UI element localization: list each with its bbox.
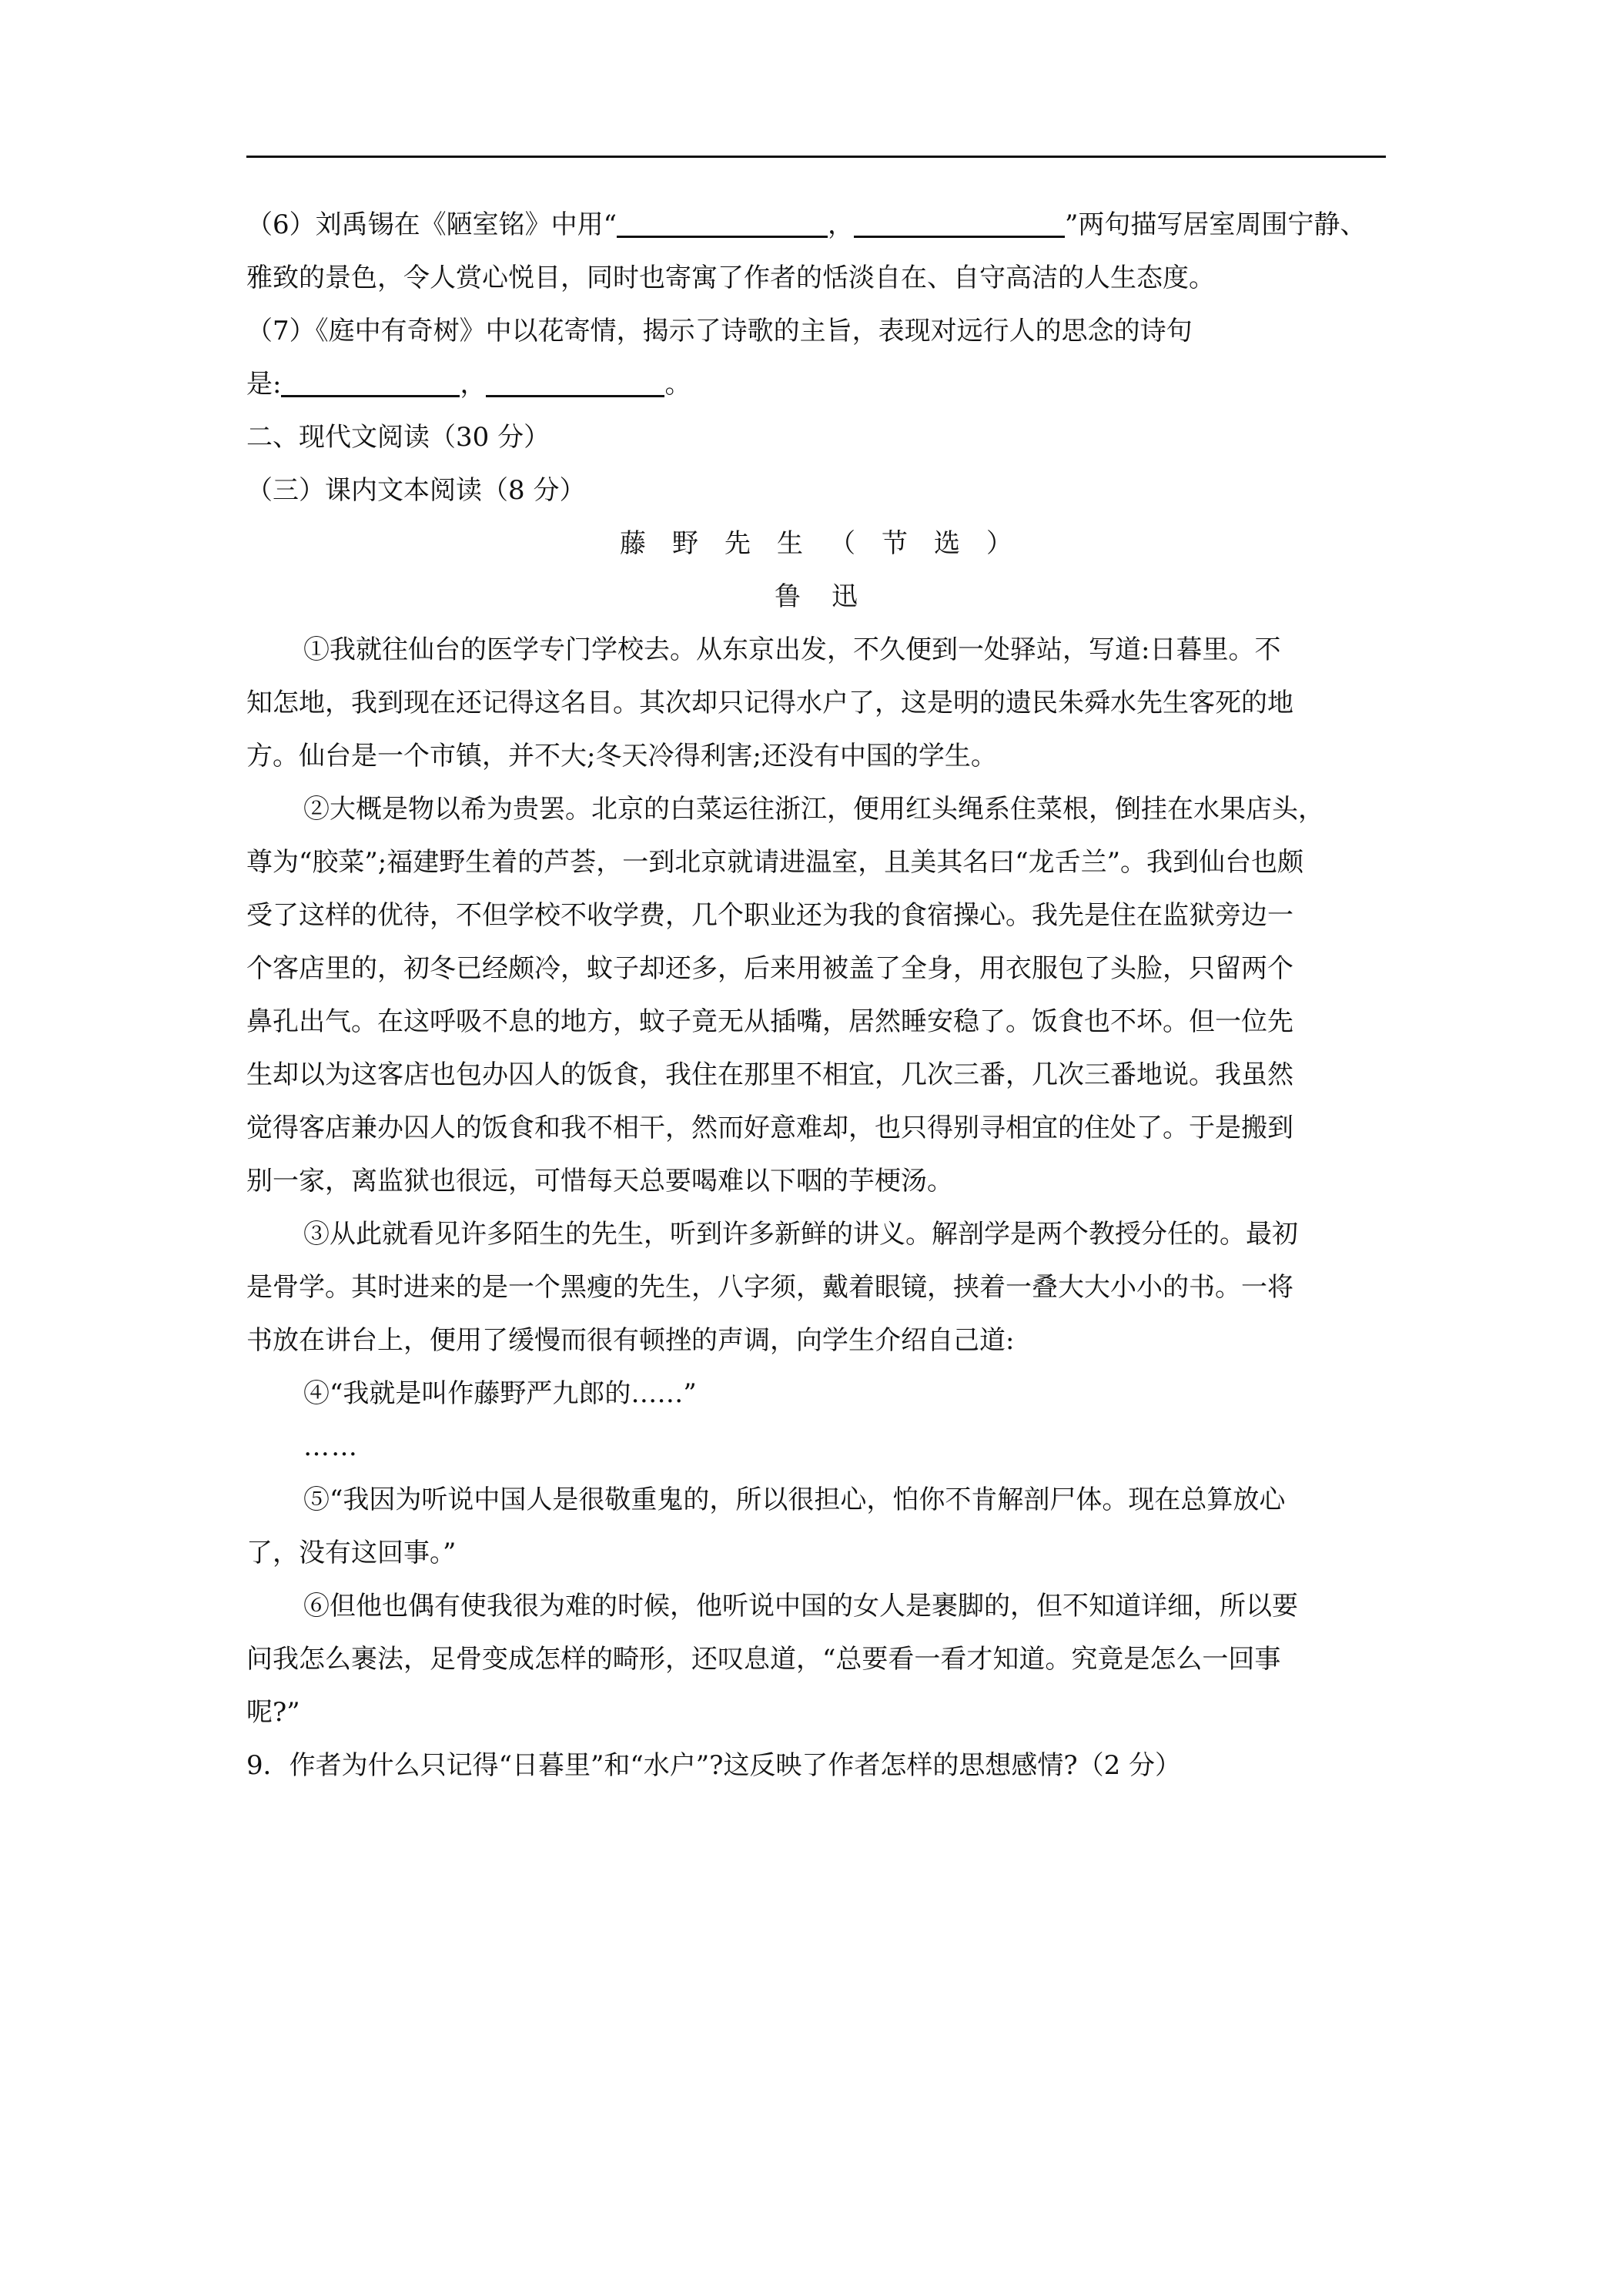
paragraph-5-line: ⑤“我因为听说中国人是很敬重鬼的，所以很担心，怕你不肯解剖尸体。现在总算放心 bbox=[303, 1484, 1286, 1515]
paragraph-1-line: ①我就往仙台的医学专门学校去。从东京出发，不久便到一处驿站，写道:日暮里。不 bbox=[303, 634, 1281, 665]
question-6-suffix: ”两句描写居室周围宁静、 bbox=[1065, 209, 1367, 240]
question-7-prefix: 是: bbox=[246, 369, 282, 400]
answer-blank-7a[interactable] bbox=[281, 364, 460, 397]
question-7-line-1: （7）《庭中有奇树》中以花寄情，揭示了诗歌的主旨，表现对远行人的思念的诗句 bbox=[246, 316, 1193, 346]
paragraph-2-line: 个客店里的，初冬已经颇冷，蚊子却还多，后来用被盖了全身，用衣服包了头脸，只留两个 bbox=[246, 953, 1293, 984]
paragraph-2-line: 鼻孔出气。在这呼吸不息的地方，蚊子竟无从插嘴，居然睡安稳了。饭食也不坏。但一位先 bbox=[246, 1006, 1293, 1037]
paragraph-1-line: 方。仙台是一个市镇，并不大;冬天冷得利害;还没有中国的学生。 bbox=[246, 741, 997, 771]
paragraph-6-line: 呢?” bbox=[246, 1697, 300, 1728]
paragraph-2-line: 别一家，离监狱也很远，可惜每天总要喝难以下咽的芋梗汤。 bbox=[246, 1166, 953, 1197]
question-6-separator: ， bbox=[828, 209, 855, 240]
paragraph-4: ④“我就是叫作藤野严九郎的……” bbox=[303, 1378, 697, 1409]
omission-ellipsis: …… bbox=[303, 1431, 359, 1462]
paragraph-2-line: ②大概是物以希为贵罢。北京的白菜运往浙江，便用红头绳系住菜根，倒挂在水果店头， bbox=[303, 794, 1324, 825]
question-6-prefix: （6）刘禹锡在《陋室铭》中用“ bbox=[246, 209, 617, 240]
section-2-heading: 二、现代文阅读（30 分） bbox=[246, 422, 550, 453]
answer-blank-6b[interactable] bbox=[854, 205, 1065, 238]
paragraph-5-line: 了，没有这回事。” bbox=[246, 1538, 457, 1568]
paragraph-3-line: ③从此就看见许多陌生的先生，听到许多新鲜的讲义。解剖学是两个教授分任的。最初 bbox=[303, 1219, 1298, 1250]
question-7-suffix: 。 bbox=[664, 369, 691, 400]
answer-blank-6a[interactable] bbox=[617, 205, 828, 238]
article-author: 鲁迅 bbox=[775, 581, 888, 612]
question-6-line-1 bbox=[246, 199, 1386, 252]
answer-blank-7b[interactable] bbox=[486, 364, 664, 397]
page-content bbox=[246, 199, 1386, 1792]
question-7-line-2 bbox=[246, 358, 1386, 411]
paragraph-2-line: 觉得客店兼办囚人的饭食和我不相干，然而好意难却，也只得别寻相宜的住处了。于是搬到 bbox=[246, 1113, 1293, 1143]
paragraph-2-line: 尊为“胶菜”;福建野生着的芦荟，一到北京就请进温室，且美其名曰“龙舌兰”。我到仙台也颇 bbox=[246, 847, 1303, 878]
paragraph-6-line: 问我怎么裹法，足骨变成怎样的畸形，还叹息道，“总要看一看才知道。究竟是怎么一回事 bbox=[246, 1644, 1281, 1675]
question-9: 9．作者为什么只记得“日暮里”和“水户”?这反映了作者怎样的思想感情?（2 分） bbox=[246, 1750, 1182, 1781]
header-rule bbox=[246, 156, 1386, 158]
paragraph-3-line: 书放在讲台上，便用了缓慢而很有顿挫的声调，向学生介绍自己道: bbox=[246, 1325, 1015, 1356]
subsection-3-heading: （三）课内文本阅读（8 分） bbox=[246, 475, 586, 506]
paragraph-6-line: ⑥但他也偶有使我很为难的时候，他听说中国的女人是裹脚的，但不知道详细，所以要 bbox=[303, 1591, 1298, 1622]
question-7-separator: ， bbox=[460, 369, 487, 400]
paragraph-3-line: 是骨学。其时进来的是一个黑瘦的先生，八字须，戴着眼镜，挟着一叠大大小小的书。一将 bbox=[246, 1272, 1293, 1303]
paragraph-1-line: 知怎地，我到现在还记得这名目。其次却只记得水户了，这是明的遗民朱舜水先生客死的地 bbox=[246, 688, 1293, 718]
paragraph-2-line: 受了这样的优待，不但学校不收学费，几个职业还为我的食宿操心。我先是住在监狱旁边一 bbox=[246, 900, 1293, 931]
article-title: 藤野先生（节选） bbox=[620, 528, 1039, 559]
paragraph-2-line: 生却以为这客店也包办囚人的饭食，我住在那里不相宜，几次三番，几次三番地说。我虽然 bbox=[246, 1059, 1293, 1090]
question-6-line-2: 雅致的景色，令人赏心悦目，同时也寄寓了作者的恬淡自在、自守高洁的人生态度。 bbox=[246, 263, 1215, 293]
